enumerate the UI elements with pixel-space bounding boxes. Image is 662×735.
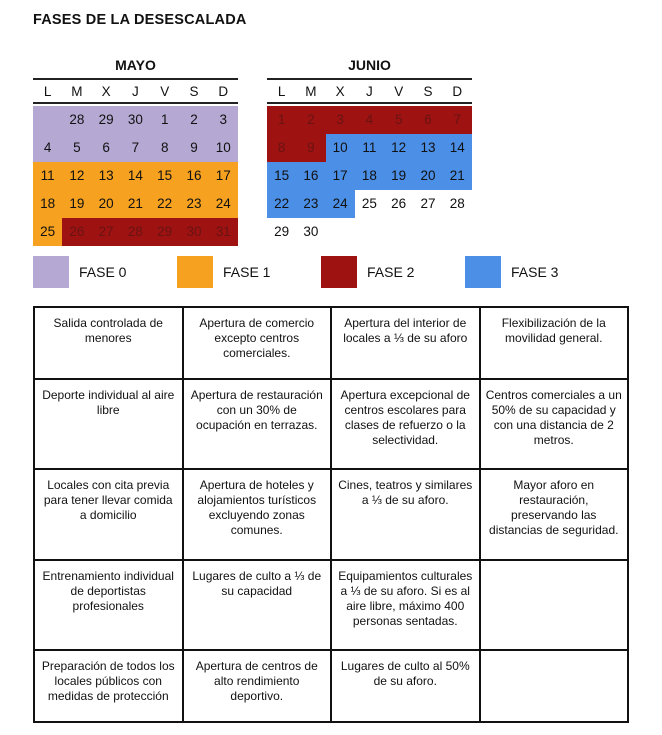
legend-swatch-fase-0 [33,256,69,288]
calendar-june [267,56,472,246]
weekday-header [33,80,238,102]
legend-label: FASE 1 [223,264,271,280]
weekday-divider [267,102,472,104]
measures-table [33,306,629,723]
measure-cell: Equipamientos culturales a ⅓ de su aforo. Si es al aire libre, máximo 400 personas sentadas. [331,560,480,650]
calendar-grid-june [267,106,472,246]
weekday-label: J [132,83,139,99]
calendar-day: 28 [449,195,465,211]
calendar-day: 6 [92,134,121,162]
weekday-label: S [189,83,199,99]
measure-cell: Cines, teatros y similares a ⅓ de su aforo. [331,469,480,559]
page-title: FASES DE LA DESESCALADA [33,12,247,28]
legend-item-fase-2 [321,256,414,288]
calendar-day [355,218,384,246]
measure-cell: Mayor aforo en restauración, preservando las distancias de seguridad. [480,469,629,559]
calendar-day: 22 [150,190,179,218]
calendar-day: 5 [62,134,91,162]
calendar-day: 18 [33,190,62,218]
calendar-day: 20 [413,162,442,190]
calendar-day: 10 [326,134,355,162]
calendar-day: 16 [296,162,325,190]
calendar-day: 18 [355,162,384,190]
measure-cell: Apertura del interior de locales a ⅓ de su aforo [331,307,480,379]
calendar-day: 8 [150,134,179,162]
weekday-label: L [277,83,286,99]
weekday-label: V [160,83,170,99]
calendar-day: 12 [384,134,413,162]
legend-item-fase-1 [177,256,270,288]
calendar-day: 3 [209,106,238,134]
calendar-day: 1 [267,106,296,134]
calendar-day: 30 [303,223,319,239]
measure-cell: Deporte individual al aire libre [34,379,183,469]
measure-cell: Apertura excepcional de centros escolares para clases de refuerzo o la selectividad. [331,379,480,469]
calendar-day: 30 [179,218,208,246]
calendar-day: 23 [296,190,325,218]
weekday-label: M [71,83,83,99]
calendar-day: 9 [296,134,325,162]
measure-cell: Apertura de comercio excepto centros comerciales. [183,307,332,379]
calendar-day: 16 [179,162,208,190]
calendar-day: 9 [179,134,208,162]
calendar-day: 19 [384,162,413,190]
calendar-day: 24 [209,190,238,218]
calendar-day: 25 [361,195,377,211]
calendar-day: 14 [443,134,472,162]
measure-cell: Lugares de culto al 50% de su aforo. [331,650,480,722]
calendar-day [326,218,355,246]
weekday-label: S [423,83,433,99]
measure-cell: Apertura de centros de alto rendimiento deportivo. [183,650,332,722]
phase-legend [0,256,662,290]
legend-item-fase-0 [33,256,126,288]
measure-cell: Lugares de culto a ⅓ de su capacidad [183,560,332,650]
calendar-day: 3 [326,106,355,134]
calendar-day: 21 [121,190,150,218]
calendar-day: 12 [62,162,91,190]
calendar-week-row [267,162,472,190]
measure-cell: Flexibilización de la movilidad general. [480,307,629,379]
calendar-day: 27 [92,218,121,246]
calendar-day: 2 [296,106,325,134]
calendar-week-row [267,218,472,246]
measure-cell: Locales con cita previa para tener llevar comida a domicilio [34,469,183,559]
calendar-day: 26 [62,218,91,246]
calendar-day: 15 [267,162,296,190]
calendar-week-row [33,190,238,218]
weekday-label: D [218,83,229,99]
legend-item-fase-3 [465,256,558,288]
calendar-day [443,218,472,246]
month-title-may: MAYO [115,57,156,73]
weekday-label: V [394,83,404,99]
calendar-day: 4 [33,134,62,162]
legend-label: FASE 3 [511,264,559,280]
calendar-week-row [33,134,238,162]
calendar-day: 7 [121,134,150,162]
calendar-day: 21 [443,162,472,190]
table-row [34,650,628,722]
calendar-day: 11 [33,162,62,190]
calendar-day: 23 [179,190,208,218]
table-row [34,469,628,559]
measure-cell: Apertura de hoteles y alojamientos turísticos excluyendo zonas comunes. [183,469,332,559]
legend-swatch-fase-3 [465,256,501,288]
calendar-day: 10 [209,134,238,162]
calendar-week-row [267,190,472,218]
measure-cell: Salida controlada de menores [34,307,183,379]
weekday-label: D [452,83,463,99]
calendar-day: 22 [267,190,296,218]
calendar-day: 17 [209,162,238,190]
calendar-day: 8 [267,134,296,162]
weekday-label: X [101,83,111,99]
calendar-day: 19 [62,190,91,218]
calendar-day: 11 [355,134,384,162]
calendar-day: 27 [420,195,436,211]
calendar-day: 29 [274,223,290,239]
calendar-day: 14 [121,162,150,190]
calendar-day: 28 [121,218,150,246]
legend-label: FASE 0 [79,264,127,280]
calendar-day: 29 [150,218,179,246]
calendar-week-row [267,106,472,134]
calendar-may [33,56,238,246]
measure-cell: Apertura de restauración con un 30% de ocupación en terrazas. [183,379,332,469]
calendar-week-row [267,134,472,162]
calendar-day: 15 [150,162,179,190]
measure-cell [480,650,629,722]
calendar-day: 31 [209,218,238,246]
calendar-grid-may [33,106,238,246]
measure-cell: Entrenamiento individual de deportistas profesionales [34,560,183,650]
calendar-day: 24 [326,190,355,218]
calendar-week-row [33,162,238,190]
calendar-day: 13 [92,162,121,190]
calendar-day: 6 [413,106,442,134]
calendar-day: 20 [92,190,121,218]
calendar-week-row [33,218,238,246]
weekday-label: M [305,83,317,99]
weekday-label: X [335,83,345,99]
calendar-day: 7 [443,106,472,134]
measure-cell: Centros comerciales a un 50% de su capacidad y con una distancia de 2 metros. [480,379,629,469]
weekday-header [267,80,472,102]
table-row [34,379,628,469]
legend-label: FASE 2 [367,264,415,280]
weekday-label: L [43,83,52,99]
table-row [34,560,628,650]
calendar-day: 17 [326,162,355,190]
calendar-day: 29 [92,106,121,134]
weekday-label: J [366,83,373,99]
calendar-day: 4 [355,106,384,134]
measure-cell: Preparación de todos los locales públicos con medidas de protección [34,650,183,722]
calendar-day: 1 [150,106,179,134]
calendar-day [413,218,442,246]
calendar-day: 25 [33,218,62,246]
calendar-day: 5 [384,106,413,134]
legend-swatch-fase-1 [177,256,213,288]
calendar-day: 28 [62,106,91,134]
weekday-divider [33,102,238,104]
calendar-day: 2 [179,106,208,134]
calendar-day [33,106,62,134]
calendar-day: 13 [413,134,442,162]
calendar-day: 30 [121,106,150,134]
legend-swatch-fase-2 [321,256,357,288]
table-row [34,307,628,379]
calendar-day: 26 [391,195,407,211]
calendar-week-row [33,106,238,134]
measure-cell [480,560,629,650]
calendar-day [384,218,413,246]
month-title-june: JUNIO [348,57,391,73]
